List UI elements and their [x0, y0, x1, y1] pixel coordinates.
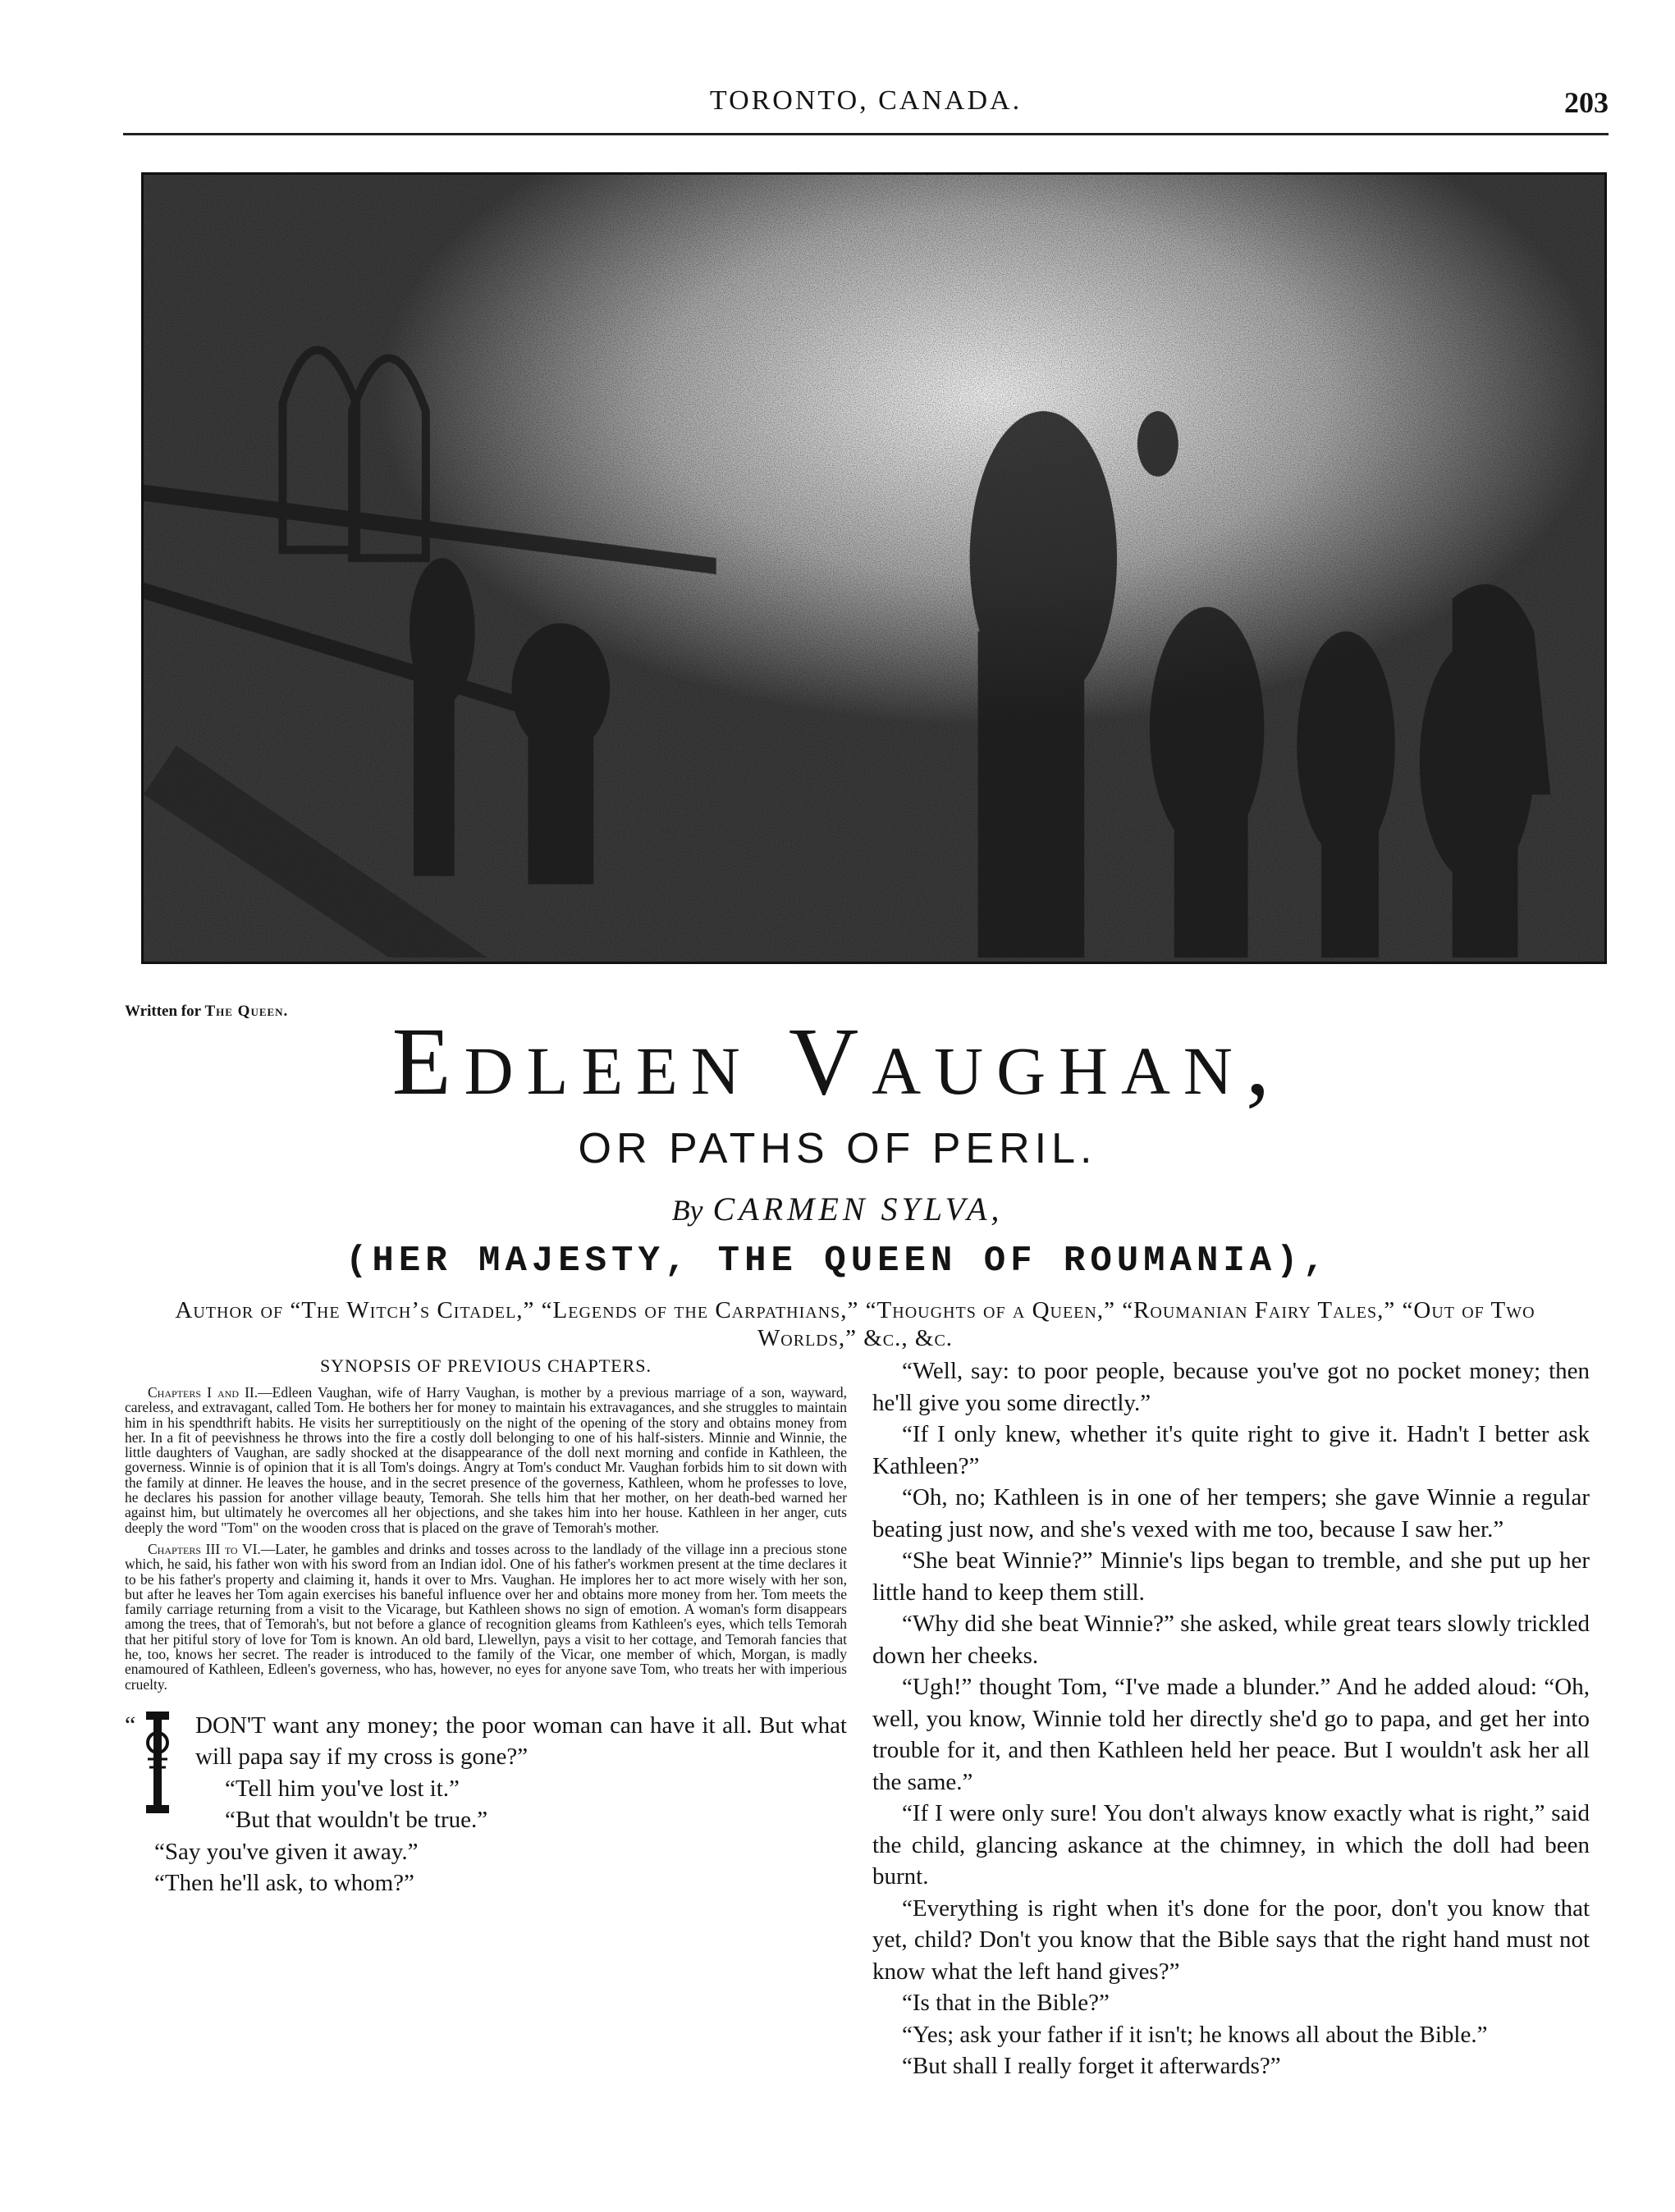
- story-paragraph: “If I only knew, whether it's quite right to give it. Hadn't I better ask Kathleen?”: [872, 1421, 1590, 1479]
- story-paragraph: “Yes; ask your father if it isn't; he knows all about the Bible.”: [902, 2021, 1488, 2048]
- story-paragraph: “Everything is right when it's done for the poor, don't you know that yet, child? Don't you know that the Bible says that the right hand must not know what the left hand gives?”: [872, 1894, 1590, 1985]
- left-column: [125, 1355, 847, 1899]
- synopsis-text: —Edleen Vaughan, wife of Harry Vaughan, is mother by a previous marriage of a son, wayward, careless, and extravagant, called Tom. He bothers her for money to maintain his extravagances, and she struggles to maintain him in his spendthrift habits. He visits her surreptitiously on the night of the opening of the story and obtains money from her. In a fit of peevishness he throws into the fire a costly doll belonging to one of his half-sisters. Minnie and Winnie, the little daughters of Vaughan, are sadly shocked at the disappearance of the doll next morning and confide in Kathleen, the governess. Winnie is of opinion that it is all Tom's doings. Angry at Tom's conduct Mr. Vaughan forbids him to sit down with the family at dinner. He leaves the house, and in the secret presence of the governess, Kathleen, whom he professes to love, he declares his passion for another village beauty, Temorah. She tells him that her mother, on her death-bed warned her against him, but ultimately he overcomes all her objections, and she takes him into her house. Kathleen in her anger, cuts deeply the word "Tom" on the wooden cross that is placed on the grave of Temorah's mother.: [125, 1384, 848, 1536]
- engraving-icon: [144, 175, 1604, 962]
- story-paragraph: “Why did she beat Winnie?” she asked, while great tears slowly trickled down her cheeks.: [872, 1611, 1590, 1669]
- ornamental-dropcap-icon: [143, 1710, 172, 1815]
- story-paragraph: “But shall I really forget it afterwards?”: [902, 2053, 1281, 2079]
- story-paragraph: “Then he'll ask, to whom?”: [154, 1870, 414, 1897]
- story-subtitle: OR PATHS OF PERIL.: [578, 1125, 1097, 1172]
- story-paragraph: “Well, say: to poor people, because you've got no pocket money; then he'll give you some directly.”: [872, 1358, 1590, 1416]
- attribution-prefix: Written for: [125, 1003, 205, 1020]
- synopsis-paragraph: [125, 1385, 847, 1535]
- story-opening: [125, 1710, 847, 1899]
- story-paragraph: “Say you've given it away.”: [154, 1838, 419, 1865]
- author-name: CARMEN SYLVA,: [712, 1191, 1004, 1227]
- opening-quote: “: [125, 1711, 136, 1739]
- synopsis-heading: SYNOPSIS OF PREVIOUS CHAPTERS.: [319, 1355, 652, 1376]
- page-number: 203: [1564, 86, 1609, 119]
- story-paragraph: “Tell him you've lost it.”: [225, 1775, 460, 1802]
- story-paragraph: “Oh, no; Kathleen is in one of her tempers; she gave Winnie a regular beating just now, and she's vexed with me too, because I saw her.”: [872, 1484, 1590, 1542]
- story-paragraph: DON'T want any money; the poor woman can have it all. But what will papa say if my cross is gone?”: [195, 1712, 847, 1771]
- story-paragraph: “If I were only sure! You don't always know exactly what is right,” said the child, glancing askance at the chimney, in which the doll had been burnt.: [872, 1800, 1590, 1890]
- story-paragraph: “She beat Winnie?” Minnie's lips began to tremble, and she put up her little hand to keep them still.: [872, 1547, 1590, 1606]
- right-column: [872, 1355, 1590, 2082]
- synopsis-paragraph: [125, 1542, 847, 1692]
- synopsis-text: —Later, he gambles and drinks and tosses across to the landlady of the village inn a precious stone which, he said, his father won with his sword from an Indian idol. One of his father's workmen present at the time declares it to be his father's property and claiming it, hands it over to Mrs. Vaughan. He implores her to act more wisely with her son, but after he leaves her Tom again exercises his baneful influence over her and obtains more money from her. Tom meets the family carriage returning from a visit to the Vicarage, but Kathleen shows no sign of emotion. A woman's form disappears among the trees, that of Temorah's, but not before a glance of recognition gleams from Kathleen's eyes, which tells Temorah that her pitiful story of love for Tom is known. An old bard, Llewellyn, pays a visit to her cottage, and Temorah fancies that he, too, knows her secret. The reader is introduced to the family of the Vicar, one member of which, Morgan, is madly enamoured of Kathleen, Edleen's governess, who has, however, no eyes for anyone save Tom, who treats her with imperious cruelty.: [125, 1540, 847, 1693]
- engraving-illustration: [141, 172, 1607, 964]
- synopsis-chapter-label: Chapters III to VI.: [148, 1540, 261, 1557]
- running-head: TORONTO, CANADA.: [709, 85, 1023, 116]
- story-paragraph: “Is that in the Bible?”: [902, 1990, 1110, 2016]
- header-rule: [123, 133, 1609, 135]
- author-works: Author of “The Witch’s Citadel,” “Legends of the Carpathians,” “Thoughts of a Queen,” “Roumanian Fairy Tales,” “Out of Two Worlds,” &c., &c.: [175, 1297, 1535, 1351]
- author-title: (HER MAJESTY, THE QUEEN OF ROUMANIA),: [346, 1241, 1329, 1282]
- byline-by: By: [671, 1194, 703, 1227]
- publication-name: The Queen.: [204, 1003, 289, 1020]
- page-header: [123, 85, 1609, 126]
- synopsis: [125, 1355, 847, 1692]
- story-title: Edleen Vaughan,: [391, 1008, 1284, 1115]
- synopsis-chapter-label: Chapters I and II.: [148, 1384, 259, 1401]
- story-paragraph: “But that wouldn't be true.”: [225, 1807, 488, 1834]
- story-paragraph: “Ugh!” thought Tom, “I've made a blunder.” And he added aloud: “Oh, well, you know, Winnie told her directly she'd go to papa, and get her into trouble for it, and then Kathleen held her peace. But I wouldn't ask her all the same.”: [872, 1674, 1590, 1795]
- byline: [0, 1190, 1675, 1228]
